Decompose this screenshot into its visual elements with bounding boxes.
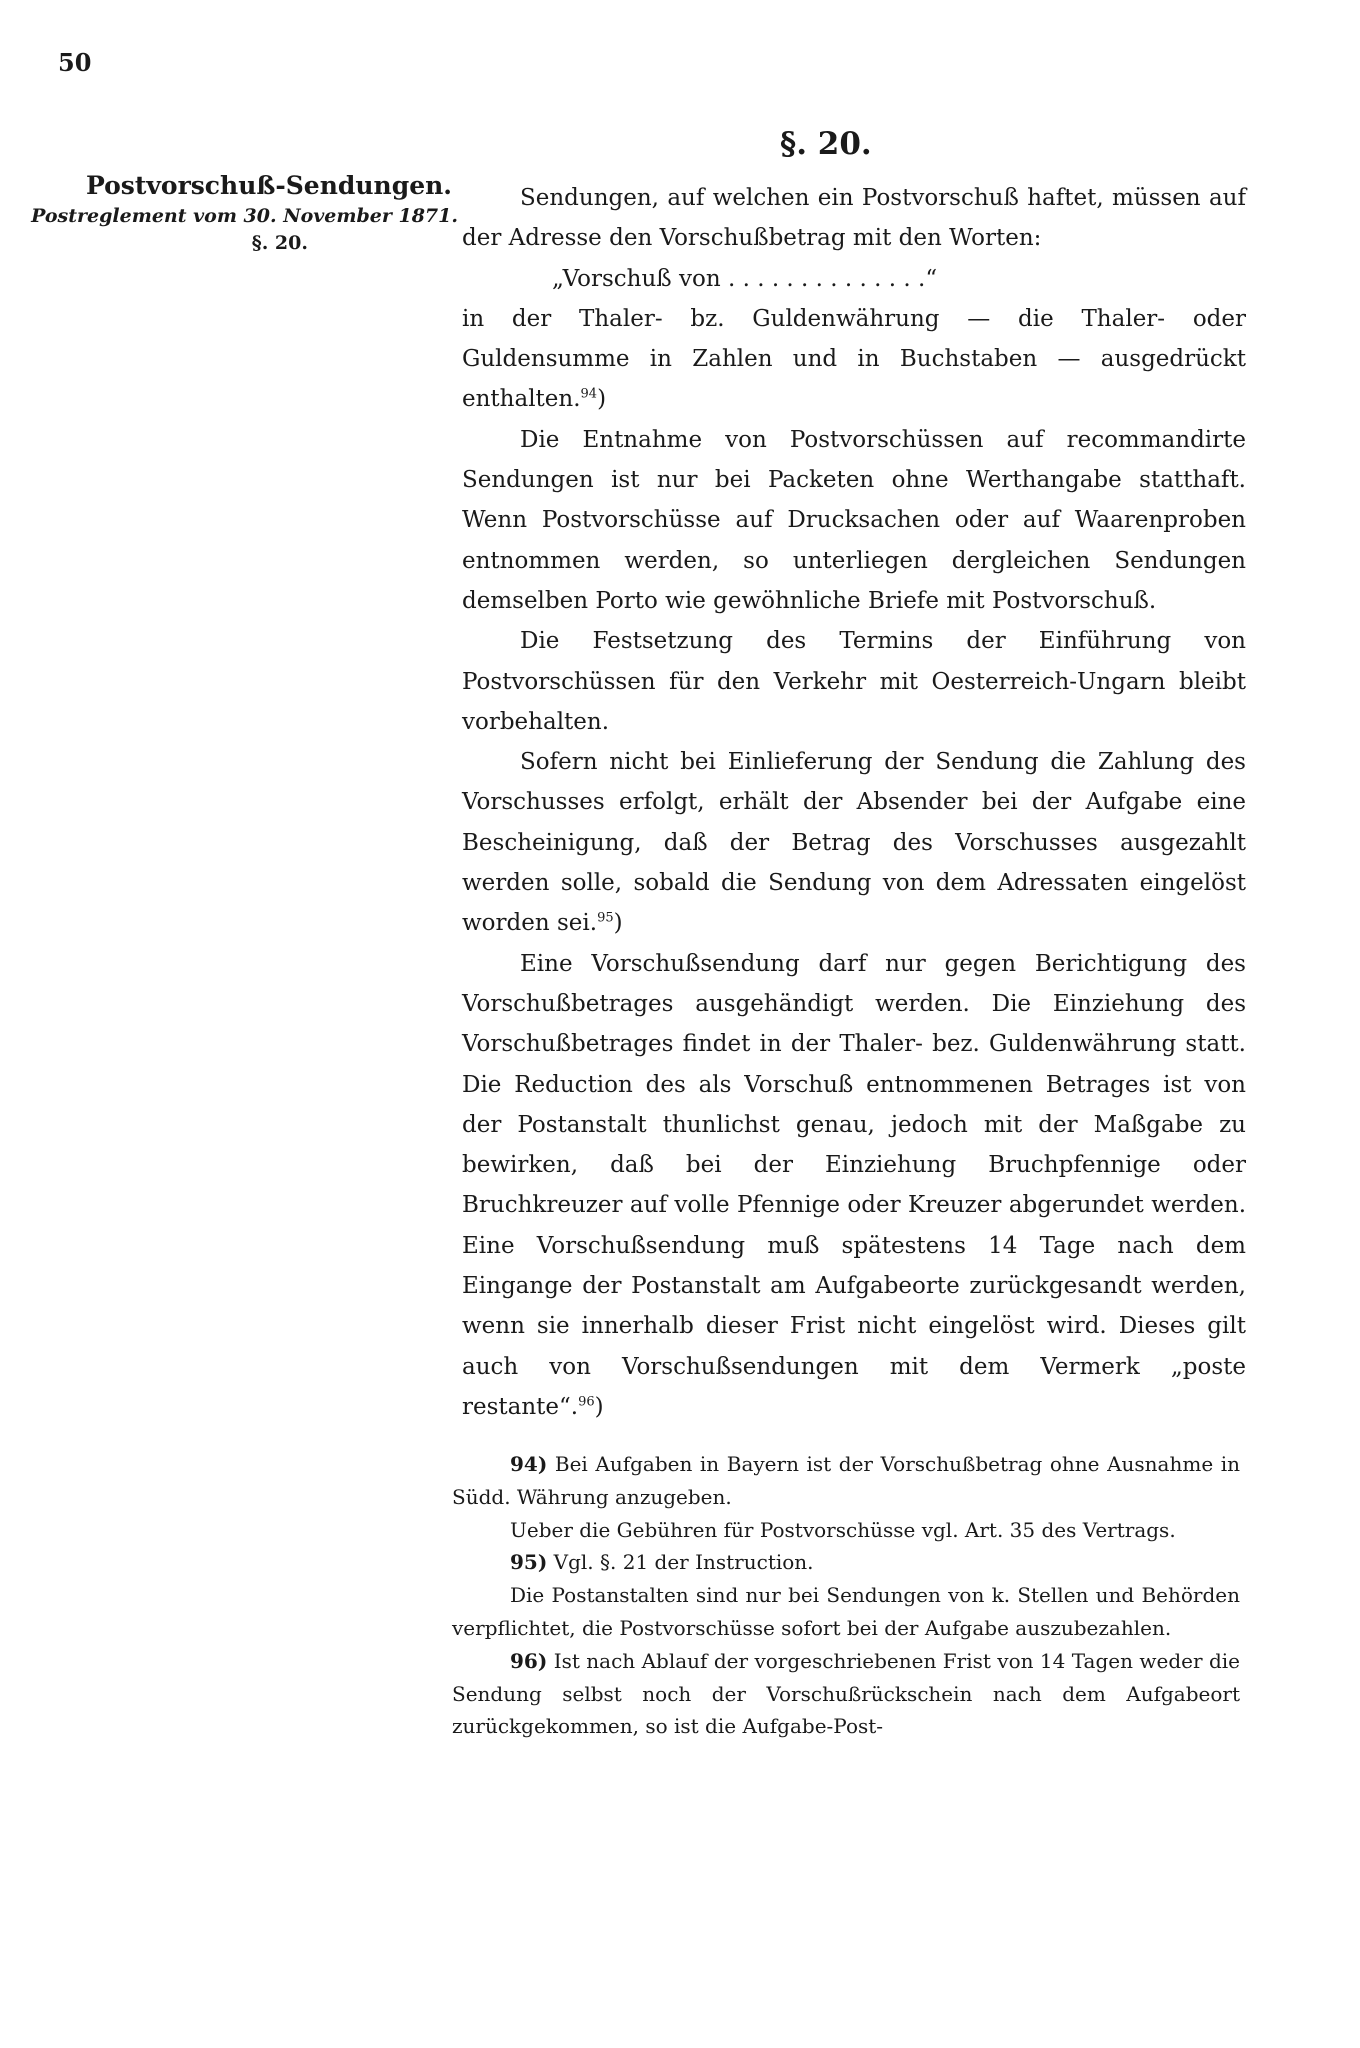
footnote-94-text: Bei Aufgaben in Bayern ist der Vorschußbetrag ohne Ausnahme in Südd. Währung anzugeben. [452,1452,1240,1509]
footnotes [452,1448,1240,1743]
footnote-96-number: 96) [510,1648,548,1673]
footnote-ref-96[interactable]: 96 [578,1394,595,1410]
footnote-96-text: Ist nach Ablauf der vorgeschriebenen Frist von 14 Tagen weder die Sendung selbst noch der Vorschußrückschein nach dem Aufgabeort zurückgekommen, so ist die Aufgabe-Post- [452,1648,1240,1739]
body-quote: „Vorschuß von . . . . . . . . . . . . . .“ [552,265,938,292]
footnote-94 [452,1448,1240,1514]
margin-note [20,168,458,256]
footnote-95 [452,1546,1240,1579]
body-paragraph-1-cont-text: in der Thaler- bz. Guldenwährung — die Thaler- oder Guldensumme in Zahlen und in Buchstaben — ausgedrückt enthalten. [462,305,1246,413]
footnote-95-number: 95) [510,1550,548,1575]
body-paragraph-1 [462,178,1246,259]
footnote-94-cont: Ueber die Gebühren für Postvorschüsse vgl. Art. 35 des Vertrags. [510,1517,1176,1542]
footnote-95-cont: Die Postanstalten sind nur bei Sendungen von k. Stellen und Behörden verpflichtet, die Postvorschüsse sofort bei der Aufgabe auszubezahlen. [452,1583,1240,1640]
body-paragraph-4-text: Sofern nicht bei Einlieferung der Sendung die Zahlung des Vorschusses erfolgt, erhält der Absender bei der Aufgabe eine Bescheinigung, daß der Betrag des Vorschusses ausgezahlt werden solle, sobald die Sendung von dem Adressaten eingelöst worden sei. [462,749,1246,937]
body-paragraph-4: Sofern nicht bei Einlieferung der Sendung die Zahlung des Vorschusses erfolgt, erhält der Absender bei der Aufgabe eine Bescheinigung, daß der Betrag des Vorschusses ausgezahlt werden solle, sobald die Sendung von dem Adressaten eingelöst worden sei.$^{95}$) [462,749,1246,937]
body-paragraph-5-text: Eine Vorschußsendung darf nur gegen Berichtigung des Vorschußbetrages ausgehändigt werden. Die Einziehung des Vorschußbetrages findet in der Thaler- bez. Guldenwährung statt. Die Reduction des als Vorschuß entnommenen Betrages ist von der Postanstalt thunlichst genau, jedoch mit der Maßgabe zu bewirken, daß bei der Einziehung Bruchpfennige oder Bruchkreuzer auf volle Pfennige oder Kreuzer abgerundet werden. Eine Vorschußsendung muß spätestens 14 Tage nach dem Eingange der Postanstalt am Aufgabeorte zurückgesandt werden, wenn sie innerhalb dieser Frist nicht eingelöst wird. Dieses gilt auch von Vorschußsendungen mit dem Vermerk „poste restante“. [462,950,1246,1420]
body-paragraph-2: Die Entnahme von Postvorschüssen auf recommandirte Sendungen ist nur bei Packeten ohne Werthangabe statthaft. Wenn Postvorschüsse auf Drucksachen oder auf Waarenproben entnommen werden, so unterliegen dergleichen Sendungen demselben Porto wie gewöhnliche Briefe mit Postvorschuß. [462,426,1246,614]
footnote-ref-95[interactable]: 95 [597,910,614,926]
section-heading: §. 20. [780,126,872,162]
body-paragraph-1-text: Sendungen, auf welchen ein Postvorschuß haftet, müssen auf der Adresse den Vorschußbetrag mit den Worten: [462,185,1246,252]
footnote-95-text: Vgl. §. 21 der Instruction. [553,1550,814,1575]
footnote-94-number: 94) [510,1452,548,1476]
footnote-96 [452,1645,1240,1743]
body-paragraph-1-cont: in der Thaler- bz. Guldenwährung — die Thaler- oder Guldensumme in Zahlen und in Buchstaben — ausgedrückt enthalten.$^{94}$) [462,305,1246,413]
body-paragraph-5: Eine Vorschußsendung darf nur gegen Berichtigung des Vorschußbetrages ausgehändigt werden. Die Einziehung des Vorschußbetrages findet in der Thaler- bez. Guldenwährung statt. Die Reduction des als Vorschuß entnommenen Betrages ist von der Postanstalt thunlichst genau, jedoch mit der Maßgabe zu bewirken, daß bei der Einziehung Bruchpfennige oder Bruchkreuzer auf volle Pfennige oder Kreuzer abgerundet werden. Eine Vorschußsendung muß spätestens 14 Tage nach dem Eingange der Postanstalt am Aufgabeorte zurückgesandt werden, wenn sie innerhalb dieser Frist nicht eingelöst wird. Dieses gilt auch von Vorschußsendungen mit dem Vermerk „poste restante“.$^{96}$) [462,950,1246,1420]
main-text [462,178,1246,1427]
margin-paragraph: §. 20. [251,231,308,254]
footnote-ref-94[interactable]: 94 [580,386,598,402]
page-number: 50 [58,48,92,77]
margin-title: Postvorschuß-Sendungen. [85,171,452,200]
margin-subtitle: Postreglement vom 30. November 1871. [31,205,458,227]
body-paragraph-3: Die Festsetzung des Termins der Einführung von Postvorschüssen für den Verkehr mit Oesterreich-Ungarn bleibt vorbehalten. [462,628,1246,735]
